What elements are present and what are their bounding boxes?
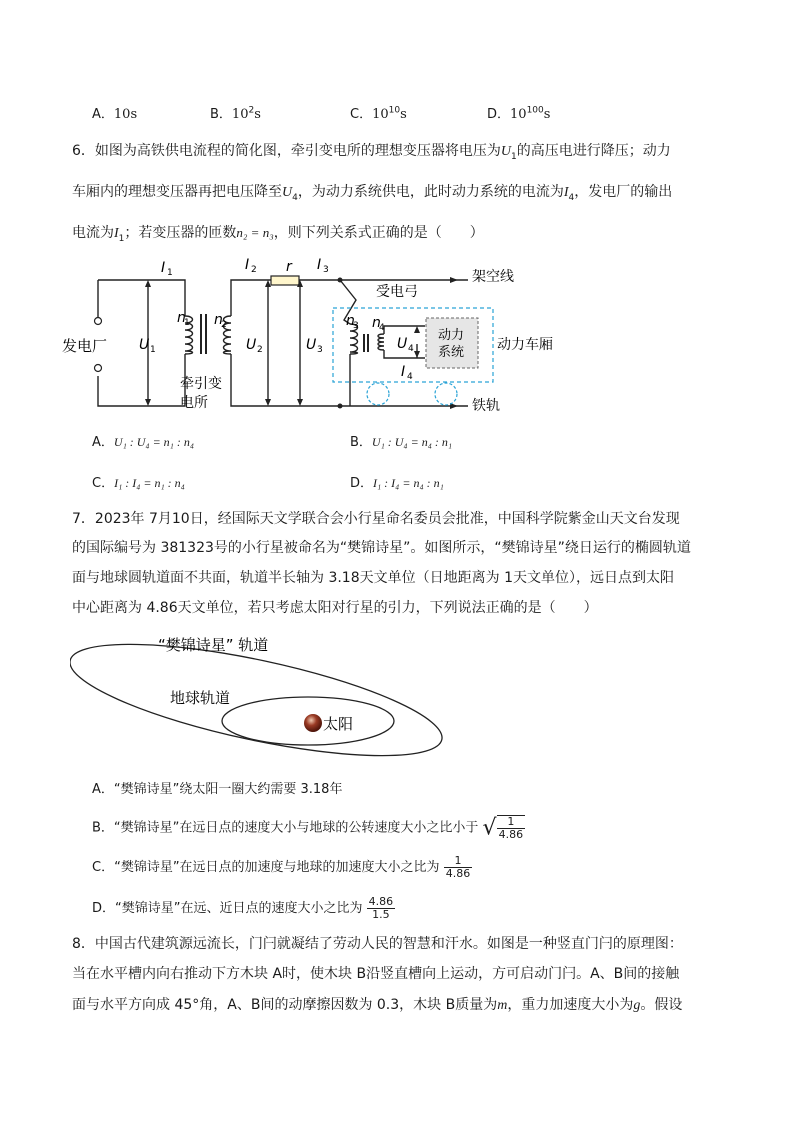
option-expr: U₁ : U₄ = n₁ : n₄ (113, 435, 195, 449)
var: I (114, 226, 119, 241)
wheel-left (367, 383, 389, 405)
q5-option-c[interactable] (350, 103, 407, 122)
option-value: 10s (113, 107, 138, 122)
denominator: 4.86 (445, 867, 471, 880)
svg-text:1: 1 (150, 345, 156, 355)
label-u2: U (246, 337, 257, 353)
label-substation-1: 牵引变 (180, 376, 222, 392)
text: ；若变压器的匝数 (124, 225, 237, 241)
q6-stem-line-3 (72, 222, 484, 244)
circuit-diagram (60, 250, 560, 420)
svg-text:1: 1 (167, 268, 173, 278)
fraction (367, 896, 396, 921)
power-system-box (426, 318, 478, 368)
svg-text:3: 3 (353, 321, 359, 331)
q5-option-d[interactable] (487, 103, 550, 122)
numerator: 1 (444, 855, 473, 868)
svg-text:2: 2 (251, 265, 257, 275)
label-n1: n (177, 310, 186, 326)
numerator: 1 (497, 816, 526, 829)
terminal-top (95, 318, 102, 325)
option-label: B． (350, 435, 372, 450)
q6-option-d[interactable] (350, 472, 444, 491)
option-expr: U₁ : U₄ = n₄ : n₁ (371, 435, 453, 449)
q8-stem-line-2: 当在水平槽内向右推动下方木块 A时，使木块 B沿竖直槽向上运动，方可启动门闩。A、B间的接触 (72, 966, 680, 982)
denominator: 4.86 (498, 828, 524, 841)
q6-stem-line-2 (72, 181, 672, 203)
option-label: A． (92, 107, 114, 122)
var-g: g (633, 998, 641, 1013)
resistor-r (271, 276, 299, 285)
label-power-system-2: 系统 (438, 345, 465, 360)
wheel-right (435, 383, 457, 405)
coil-n4 (378, 334, 384, 350)
numerator: 4.86 (368, 895, 394, 908)
label-power-car: 动力车厢 (497, 337, 553, 353)
text: 面与水平方向成 45°角，A、B间的动摩擦因数为 0.3，木块 B质量为 (72, 997, 498, 1013)
svg-text:1: 1 (184, 318, 190, 328)
q6-option-c[interactable] (92, 472, 185, 491)
label-i3: I (317, 257, 322, 273)
text: ，为动力系统供电，此时动力系统的电流为 (297, 184, 564, 200)
text: 6．如图为高铁供电流程的简化图，牵引变电所的理想变压器将电压为 (72, 143, 501, 159)
sub: 4 (292, 192, 298, 203)
label-i2: I (245, 257, 250, 273)
option-unit: s (254, 107, 261, 122)
sub: 1 (118, 233, 125, 244)
option-label: C． (92, 476, 115, 491)
option-value-base: 10 (510, 107, 527, 122)
q6-stem-line-1 (72, 140, 671, 162)
q7-stem-line-4: 中心距离为 4.86天文单位，若只考虑太阳对行星的引力，下列说法正确的是（ ） (72, 600, 598, 616)
q7-stem-line-2: 的国际编号为 381323号的小行星被命名为“樊锦诗星”。如图所示，“樊锦诗星”绕日运行的椭圆轨道 (72, 540, 691, 556)
option-value-exp: 100 (526, 105, 544, 116)
option-label: C． (350, 107, 373, 122)
var: U (282, 185, 293, 200)
label-n2: n (214, 312, 223, 328)
label-power-plant: 发电厂 (62, 337, 108, 355)
svg-text:4: 4 (379, 323, 385, 333)
option-expr: I₁ : I₄ = n₄ : n₁ (373, 476, 444, 490)
option-value-exp: 10 (388, 105, 401, 116)
label-r: r (286, 259, 292, 275)
sub: 4 (568, 192, 575, 203)
q7-stem-line-3: 面与地球圆轨道面不共面，轨道半长轴为 3.18天文单位（日地距离为 1天文单位），远日点到太阳 (72, 570, 674, 586)
var: U (500, 144, 512, 159)
label-power-system-1: 动力 (438, 328, 465, 343)
terminal-bottom (95, 365, 102, 372)
var-m: m (497, 998, 508, 1013)
text: ，发电厂的输出 (574, 184, 673, 200)
sun (304, 714, 322, 732)
label-i1: I (161, 260, 166, 276)
denominator: 1.5 (372, 908, 390, 921)
option-label: A． (92, 782, 114, 797)
q5-option-a[interactable] (92, 103, 137, 122)
q6-option-a[interactable] (92, 431, 194, 450)
var: I (563, 185, 569, 200)
wire-top-left (98, 280, 185, 316)
q7-option-d[interactable] (92, 896, 395, 921)
wire-n2-top (231, 280, 271, 316)
option-text: “樊锦诗星”在远日点的速度大小与地球的公转速度大小之比小于 (113, 820, 479, 836)
svg-text:2: 2 (257, 345, 263, 355)
option-label: D． (92, 901, 116, 916)
option-text: “樊锦诗星”在远、近日点的速度大小之比为 (115, 901, 363, 916)
q7-option-b[interactable] (92, 815, 525, 841)
label-pantograph: 受电弓 (376, 284, 418, 300)
option-value-exp: 2 (248, 105, 255, 116)
option-label: D． (487, 107, 511, 122)
label-sun: 太阳 (323, 715, 354, 733)
text: 电流为 (72, 225, 114, 241)
q8-stem-line-1: 8．中国古代建筑源远流长，门闩就凝结了劳动人民的智慧和汗水。如图是一种竖直门闩的原理图： (72, 936, 683, 952)
equation: n₂ = n₃ (236, 225, 274, 240)
orbit-diagram (70, 628, 460, 763)
label-u4: U (397, 336, 408, 352)
q8-stem-line-3 (72, 994, 682, 1014)
label-n3: n (346, 313, 355, 329)
option-label: C． (92, 860, 115, 875)
option-label: B． (92, 820, 114, 836)
svg-text:4: 4 (407, 372, 413, 382)
q5-option-b[interactable] (210, 103, 261, 122)
option-text: “樊锦诗星”在远日点的加速度与地球的加速度大小之比为 (114, 860, 440, 875)
label-substation-2: 电所 (180, 395, 208, 411)
option-unit: s (400, 107, 407, 122)
svg-text:3: 3 (323, 265, 329, 275)
label-u3: U (306, 337, 317, 353)
label-rail: 铁轨 (472, 398, 500, 414)
wire-bottom-left (98, 354, 185, 406)
q7-option-a[interactable] (92, 778, 342, 797)
option-label: A． (92, 435, 114, 450)
label-u1: U (139, 337, 150, 353)
label-overhead-line: 架空线 (472, 269, 514, 285)
option-expr: I₁ : I₄ = n₁ : n₄ (114, 476, 185, 490)
svg-text:4: 4 (408, 344, 414, 354)
label-i4: I (401, 364, 406, 380)
sqrt-fraction: √ $\frac{1}{4.86}$ (482, 815, 524, 841)
svg-text:2: 2 (221, 320, 227, 330)
option-unit: s (543, 107, 551, 122)
q7-option-c[interactable] (92, 855, 472, 880)
text: ，重力加速度大小为 (507, 997, 634, 1013)
fraction (444, 855, 473, 880)
text: 车厢内的理想变压器再把电压降至 (72, 184, 282, 200)
text: 。假设 (640, 997, 683, 1013)
option-value-base: 10 (372, 107, 389, 122)
label-earth-orbit: 地球轨道 (170, 689, 231, 707)
label-asteroid-orbit: “樊锦诗星” 轨道 (158, 636, 269, 654)
q6-option-b[interactable] (350, 431, 452, 450)
option-value-base: 10 (231, 107, 249, 122)
option-label: D． (350, 476, 374, 491)
wire-n2-bottom (231, 354, 340, 406)
label-n4: n (372, 315, 381, 331)
sub: 1 (511, 151, 517, 162)
text: ，则下列关系式正确的是（ ） (273, 225, 484, 241)
option-text: “樊锦诗星”绕太阳一圈大约需要 3.18年 (113, 782, 343, 797)
text: 的高压电进行降压；动力 (516, 143, 671, 159)
option-label: B． (210, 107, 232, 122)
q7-stem-line-1: 7．2023年 7月10日，经国际天文学联合会小行星命名委员会批准，中国科学院紫金山天文台发现 (72, 511, 680, 527)
svg-text:3: 3 (317, 345, 323, 355)
